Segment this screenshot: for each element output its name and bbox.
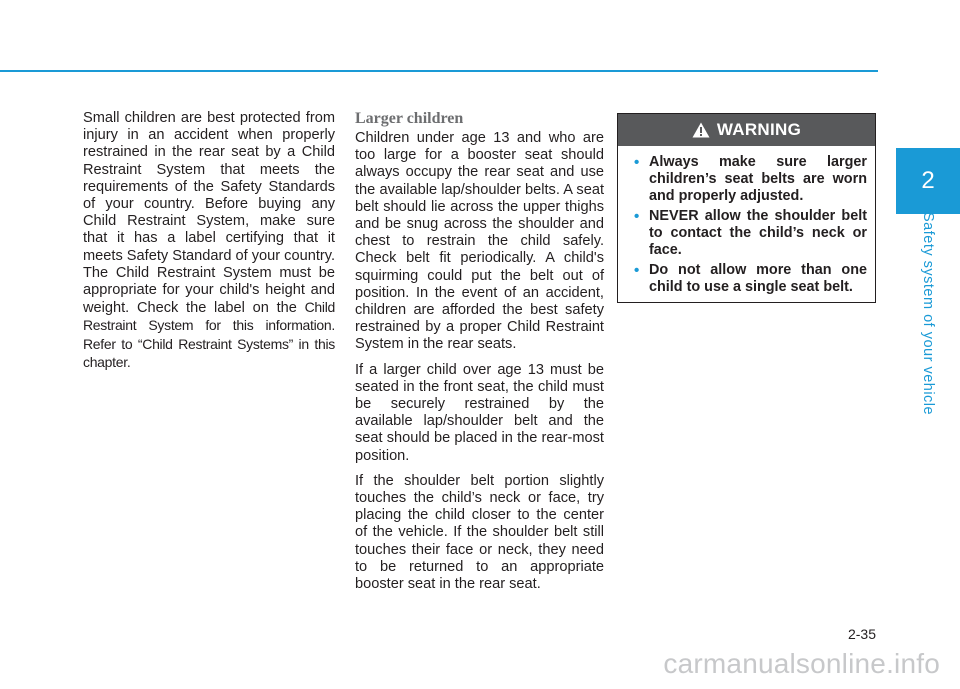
watermark: carmanualsonline.info <box>663 648 940 679</box>
chapter-title: Safety system of your vehicle <box>920 212 936 416</box>
bullet-icon: • <box>634 154 640 171</box>
paragraph: If the shoulder belt portion slightly touches the child’s neck or face, try placing the child closer to the center of the vehicle. If the shoulder belt still touches their face or neck, they need to be returned to an appropriate booster seat in the rear seat. <box>355 472 604 593</box>
column-middle <box>355 110 604 601</box>
warning-header <box>618 114 875 146</box>
paragraph <box>83 110 335 372</box>
paragraph: If a larger child over age 13 must be seated in the front seat, the child must be securely restrained by the available lap/shoulder belt and the seat should be placed in the rear-most position. <box>355 361 604 464</box>
warning-triangle-icon <box>692 122 710 138</box>
header-rule <box>0 70 878 72</box>
chapter-tab <box>896 148 960 214</box>
section-heading: Larger children <box>355 110 464 127</box>
warning-box <box>617 113 876 303</box>
bullet-icon: • <box>634 208 640 225</box>
paragraph-text: Small children are best protected from injury in an accident when properly restrained in the rear seat by a Child Restraint System that meets the requirements of the Safety Standards of your country. Before buying any Child Restraint System, make sure that it has a label certifying that it meets Safety Standard of your country. The Child Restraint System must be appropriate for your child's height and weight. Check the label on the <box>83 110 336 317</box>
page-number: 2-35 <box>847 626 876 642</box>
bullet-icon: • <box>634 262 640 279</box>
warning-list <box>618 146 875 296</box>
warning-item <box>632 208 867 259</box>
chapter-number: 2 <box>921 167 935 194</box>
warning-title: WARNING <box>716 120 802 139</box>
warning-item <box>632 154 867 205</box>
warning-item <box>632 262 867 296</box>
warning-item-text: NEVER allow the shoulder belt to contact the child’s neck or face. <box>649 208 867 258</box>
paragraph: Children under age 13 and who are too large for a booster seat should always occupy the rear seat and use the available lap/shoulder belts. A seat belt should lie across the upper thighs and be snug across the shoulder and chest to restrain the child safely. Check belt fit periodically. A child's squirming could put the belt out of position. In the event of an accident, children are afforded the best safety restrained by a proper Child Restraint System in the rear seats. <box>355 130 604 353</box>
column-left <box>83 110 335 380</box>
warning-item-text: Always make sure larger children’s seat belts are worn and properly adjusted. <box>649 154 867 204</box>
paragraph-text-condensed: Child Restraint System for this information. Refer to “Child Restraint Systems” in this chapter. <box>83 299 335 370</box>
warning-item-text: Do not allow more than one child to use a single seat belt. <box>649 262 867 295</box>
